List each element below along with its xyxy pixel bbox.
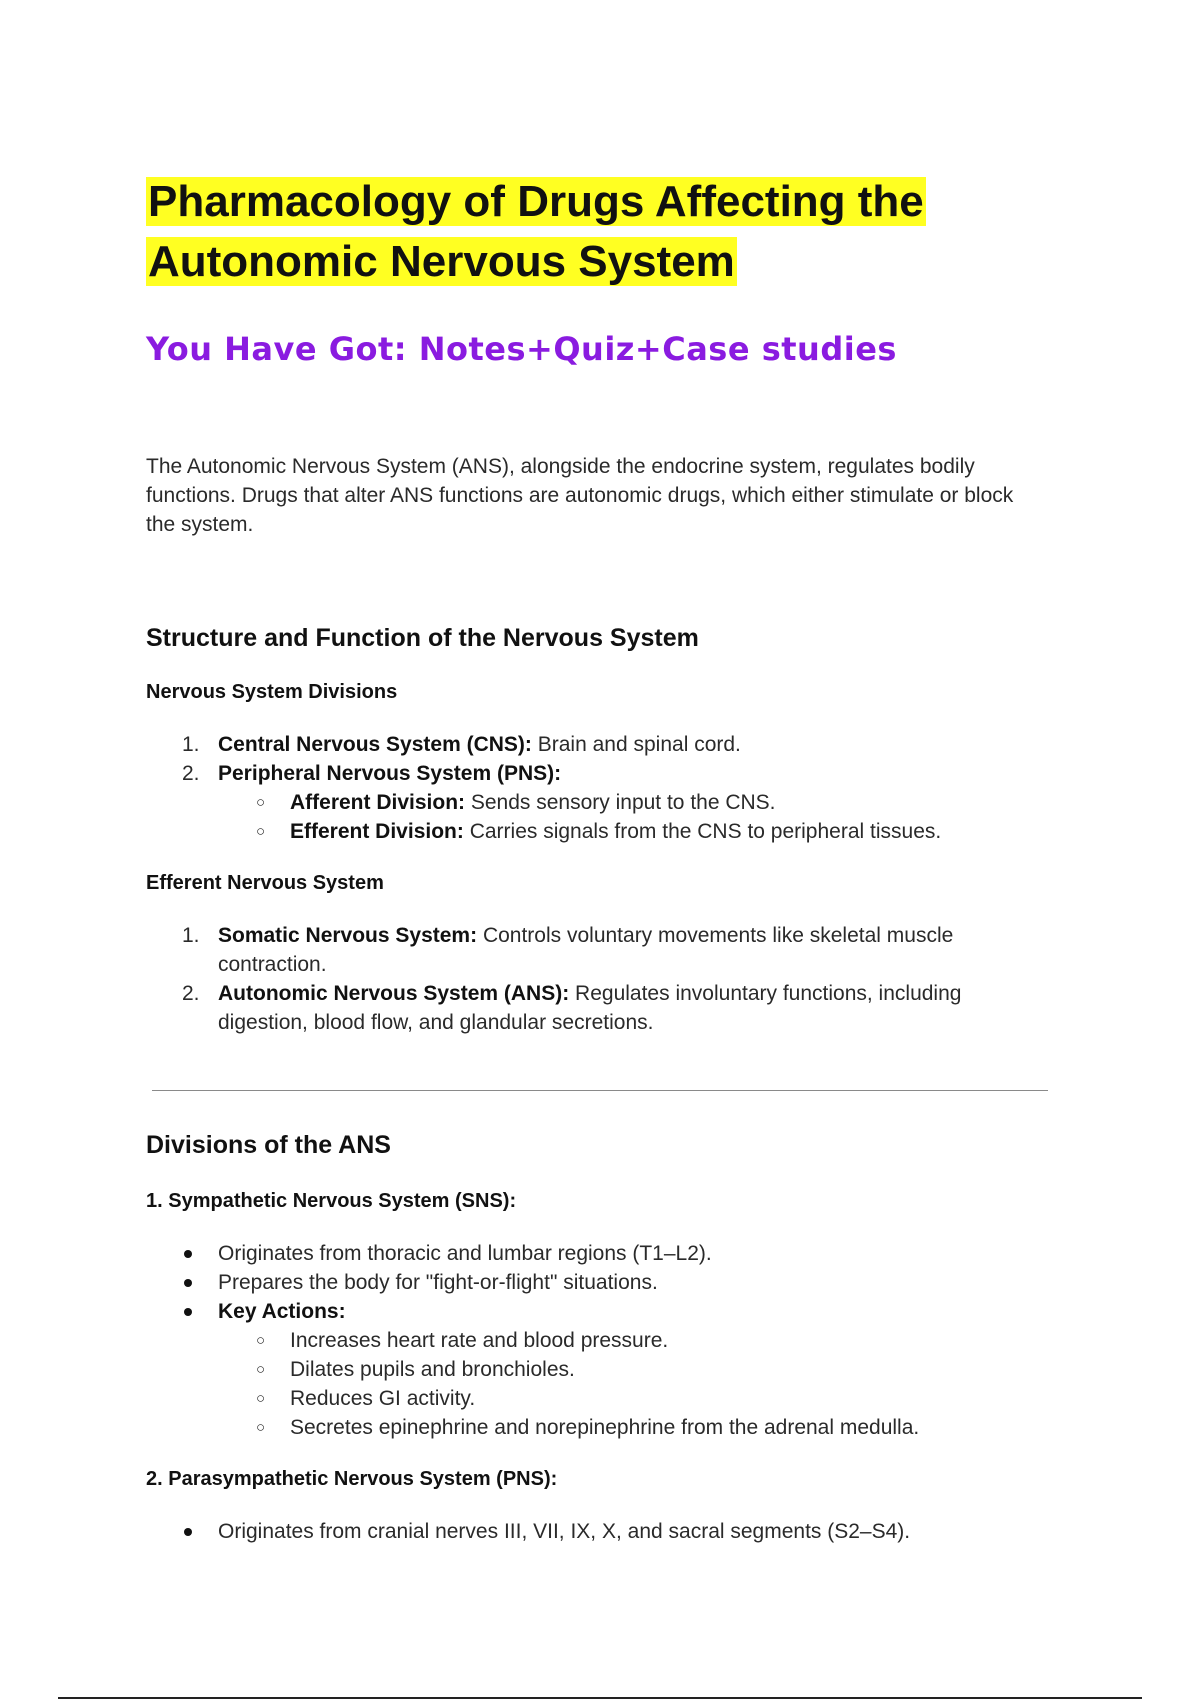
bullet-icon [184, 1250, 192, 1258]
list-item [146, 1268, 1046, 1297]
item-text: Increases heart rate and blood pressure. [290, 1329, 669, 1352]
item-term: Autonomic Nervous System (ANS): [218, 982, 570, 1005]
bullet-icon [184, 1528, 192, 1536]
sub-list-item [146, 817, 1046, 846]
item-term: Peripheral Nervous System (PNS): [218, 762, 562, 785]
document-page [146, 172, 1046, 539]
list-item [146, 730, 1046, 759]
page-bottom-border [58, 1697, 1142, 1699]
horizontal-divider [152, 1090, 1048, 1091]
item-text: Carries signals from the CNS to peripheral tissues. [463, 820, 942, 843]
subsection-heading: Efferent Nervous System [146, 872, 384, 894]
bullet-icon [184, 1308, 192, 1316]
title-line-2: Autonomic Nervous System [148, 237, 735, 286]
sub-list-item [146, 1355, 1046, 1384]
item-text: Sends sensory input to the CNS. [465, 791, 776, 814]
pns-list [146, 1517, 1046, 1546]
section-heading: Structure and Function of the Nervous System [146, 624, 699, 652]
subsection-heading: 2. Parasympathetic Nervous System (PNS): [146, 1468, 558, 1490]
item-text: Prepares the body for "fight-or-flight" situations. [218, 1271, 658, 1294]
list-item [146, 1517, 1046, 1546]
list-item [146, 921, 1026, 979]
list-item [146, 759, 1046, 788]
intro-paragraph: The Autonomic Nervous System (ANS), alongside the endocrine system, regulates bodily functions. Drugs that alter ANS functions are autonomic drugs, which either stimulate or block the system. [146, 455, 1014, 536]
sns-list [146, 1239, 1046, 1442]
list-number: 1. [182, 733, 200, 756]
list-item [146, 979, 1026, 1037]
section-divisions-ans [146, 1131, 1046, 1546]
hollow-bullet-icon: ○ [256, 794, 266, 811]
efferent-list [146, 921, 1026, 1037]
item-term: Central Nervous System (CNS): [218, 733, 532, 756]
list-number: 2. [182, 762, 200, 785]
section-heading: Divisions of the ANS [146, 1131, 391, 1159]
item-term: Efferent Division: [290, 820, 464, 843]
hollow-bullet-icon: ○ [256, 1332, 266, 1349]
subsection-heading: Nervous System Divisions [146, 681, 398, 703]
hollow-bullet-icon: ○ [256, 823, 266, 840]
item-term: Key Actions: [218, 1300, 346, 1323]
bullet-icon [184, 1279, 192, 1287]
subsection-heading: 1. Sympathetic Nervous System (SNS): [146, 1190, 517, 1212]
hollow-bullet-icon: ○ [256, 1419, 266, 1436]
sub-list-item [146, 1326, 1046, 1355]
item-text: Dilates pupils and bronchioles. [290, 1358, 575, 1381]
item-text: Originates from cranial nerves III, VII, IX, X, and sacral segments (S2–S4). [218, 1520, 911, 1543]
hollow-bullet-icon: ○ [256, 1361, 266, 1378]
sub-list-item [146, 788, 1046, 817]
item-text: Secretes epinephrine and norepinephrine from the adrenal medulla. [290, 1416, 920, 1439]
document-subtitle: You Have Got: Notes+Quiz+Case studies [146, 330, 897, 368]
document-title [146, 172, 1046, 292]
list-number: 2. [182, 982, 200, 1005]
item-term: Afferent Division: [290, 791, 466, 814]
title-line-1: Pharmacology of Drugs Affecting the [148, 177, 924, 226]
list-number: 1. [182, 924, 200, 947]
list-item [146, 1239, 1046, 1268]
section-structure-function [146, 624, 1046, 1037]
item-text: Originates from thoracic and lumbar regions (T1–L2). [218, 1242, 712, 1265]
item-text: Reduces GI activity. [290, 1387, 476, 1410]
sub-list-item [146, 1413, 1046, 1442]
item-text: Controls voluntary movements like skeletal muscle contraction. [218, 924, 954, 976]
item-term: Somatic Nervous System: [218, 924, 478, 947]
hollow-bullet-icon: ○ [256, 1390, 266, 1407]
divisions-list [146, 730, 1046, 846]
sub-list-item [146, 1384, 1046, 1413]
item-text: Brain and spinal cord. [531, 733, 741, 756]
list-item [146, 1297, 1046, 1326]
item-text: Regulates involuntary functions, including digestion, blood flow, and glandular secretions. [218, 982, 962, 1034]
